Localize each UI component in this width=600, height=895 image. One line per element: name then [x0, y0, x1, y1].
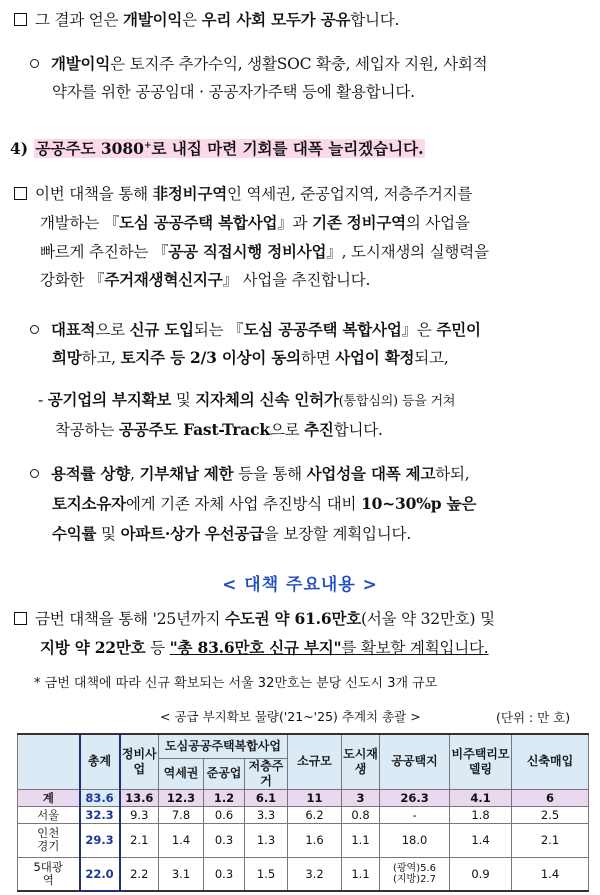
para-intro-line4: 강화한 『주거재생혁신지구』 사업을 추진합니다. [40, 270, 371, 289]
table-cell: 11 [288, 789, 342, 806]
header-small-scale: 소규모 [288, 734, 342, 789]
table-cell: 1.8 [450, 806, 512, 823]
para-new-intro-line1: 대표적으로 신규 도입되는 『도심 공공주택 복합사업』은 주민이 [30, 318, 600, 340]
table-cell: 1.1 [342, 823, 380, 857]
para-total-supply-line1: 금번 대책을 통해 '25년까지 수도권 약 61.6만호(서울 약 32만호) 및 [14, 607, 600, 629]
table-cell: 4.1 [450, 789, 512, 806]
table-cell: 26.3 [380, 789, 450, 806]
supply-estimate-table [17, 733, 589, 892]
para-profitability-line1: 용적률 상향, 기부채납 제한 등을 통해 사업성을 대폭 제고하되, [30, 462, 600, 484]
header-semi-industrial: 준공업 [204, 758, 245, 789]
table-cell: 3.2 [288, 857, 342, 891]
sub-bullet-dev-profit-use-cont: 약자를 위한 공공임대 · 공공자가주택 등에 활용합니다. [52, 83, 415, 101]
table-cell: 3 [342, 789, 380, 806]
para-intro-line3: 빠르게 추진하는 『공공 직접시행 정비사업』, 도시재생의 실행력을 [40, 242, 489, 261]
table-row [18, 789, 589, 806]
checkbox-square-icon [14, 187, 27, 200]
table-row [18, 823, 589, 857]
table-cell: 1.4 [450, 823, 512, 857]
table-cell: 22.0 [80, 857, 120, 891]
circle-bullet-icon [30, 325, 39, 334]
header-redevelopment: 정비사업 [120, 734, 159, 789]
table-cell: 1.1 [342, 857, 380, 891]
table-caption: < 공급 부지확보 물량('21~'25) 추계치 총괄 > [160, 709, 421, 724]
header-new-purchase: 신축매입 [512, 734, 589, 789]
main-contents-heading: < 대책 주요내용 > [222, 575, 378, 595]
header-urban-regen: 도시재생 [342, 734, 380, 789]
header-non-housing-remodel: 비주택리모델링 [450, 734, 512, 789]
table-cell: 0.8 [342, 806, 380, 823]
table-cell: 2.1 [120, 823, 159, 857]
para-intro-line2: 개발하는 『도심 공공주택 복합사업』과 기존 정비구역의 사업을 [40, 213, 470, 232]
footnote-seoul-scale: * 금번 대책에 따라 신규 확보되는 서울 32만호는 분당 신도시 3개 규모 [34, 676, 438, 691]
header-low-rise-residential: 저층주거 [245, 758, 288, 789]
header-station-area: 역세권 [159, 758, 204, 789]
sub-bullet-dev-profit-use: 개발이익은 토지주 추가수익, 생활SOC 확충, 세입자 지원, 사회적 [30, 52, 600, 74]
circle-bullet-icon [30, 59, 39, 68]
table-cell: 12.3 [159, 789, 204, 806]
table-cell: - [380, 806, 450, 823]
table-cell: 29.3 [80, 823, 120, 857]
checkbox-square-icon [14, 612, 27, 625]
para-total-supply-line2: 지방 약 22만호 등 "총 83.6만호 신규 부지"를 확보할 계획입니다. [40, 638, 489, 657]
table-cell: 13.6 [120, 789, 159, 806]
table-cell: 3.1 [159, 857, 204, 891]
bullet-dev-profit-shared: 그 결과 얻은 개발이익은 우리 사회 모두가 공유합니다. [14, 8, 600, 30]
header-public-land: 공공택지 [380, 734, 450, 789]
section-4-heading: 4) 공공주도 3080+로 내집 마련 기회를 대폭 늘리겠습니다. [10, 139, 424, 158]
table-cell: 3.3 [245, 806, 288, 823]
table-cell: 6 [512, 789, 589, 806]
para-profitability-line3: 수익률 및 아파트·상가 우선공급을 보장할 계획입니다. [52, 524, 412, 543]
table-cell: 6.2 [288, 806, 342, 823]
table-cell: 1.4 [159, 823, 204, 857]
table-cell: 6.1 [245, 789, 288, 806]
table-cell: 0.3 [204, 857, 245, 891]
checkbox-square-icon [14, 13, 27, 26]
row-label: 인천경기 [18, 823, 80, 857]
table-cell: 7.8 [159, 806, 204, 823]
table-cell: 2.2 [120, 857, 159, 891]
para-fasttrack-line1: - 공기업의 부지확보 및 지자체의 신속 인허가(통합심의) 등을 거쳐 [38, 390, 456, 409]
row-label: 계 [18, 789, 80, 806]
para-intro-line1: 이번 대책을 통해 非정비구역인 역세권, 준공업지역, 저층주거지를 [14, 182, 600, 204]
table-cell: 1.6 [288, 823, 342, 857]
table-cell: 2.1 [512, 823, 589, 857]
table-cell: 1.5 [245, 857, 288, 891]
para-profitability-line2: 토지소유자에게 기존 자체 사업 추진방식 대비 10~30%p 높은 [52, 494, 477, 513]
table-row [18, 806, 589, 823]
table-cell: 32.3 [80, 806, 120, 823]
table-cell: 9.3 [120, 806, 159, 823]
table-cell: 1.3 [245, 823, 288, 857]
table-unit: (단위 : 만 호) [496, 710, 571, 725]
circle-bullet-icon [30, 469, 39, 478]
header-urban-complex-group: 도심공공주택복합사업 [159, 734, 288, 758]
para-fasttrack-line2: 착공하는 공공주도 Fast-Track으로 추진합니다. [55, 420, 383, 439]
table-cell: 0.3 [204, 823, 245, 857]
table-cell: 1.2 [204, 789, 245, 806]
table-cell: 0.9 [450, 857, 512, 891]
para-new-intro-line2: 희망하고, 토지주 등 2/3 이상이 동의하면 사업이 확정되고, [52, 348, 449, 367]
row-label: 5대광역 [18, 857, 80, 891]
table-cell: 1.4 [512, 857, 589, 891]
table-row [18, 857, 589, 891]
table-cell: 83.6 [80, 789, 120, 806]
header-total: 총계 [80, 734, 120, 789]
table-cell: 18.0 [380, 823, 450, 857]
table-cell: 2.5 [512, 806, 589, 823]
row-label: 서울 [18, 806, 80, 823]
corner-header [18, 734, 80, 789]
table-cell: (광역)5.6 (지방)2.7 [380, 857, 450, 891]
table-cell: 0.6 [204, 806, 245, 823]
